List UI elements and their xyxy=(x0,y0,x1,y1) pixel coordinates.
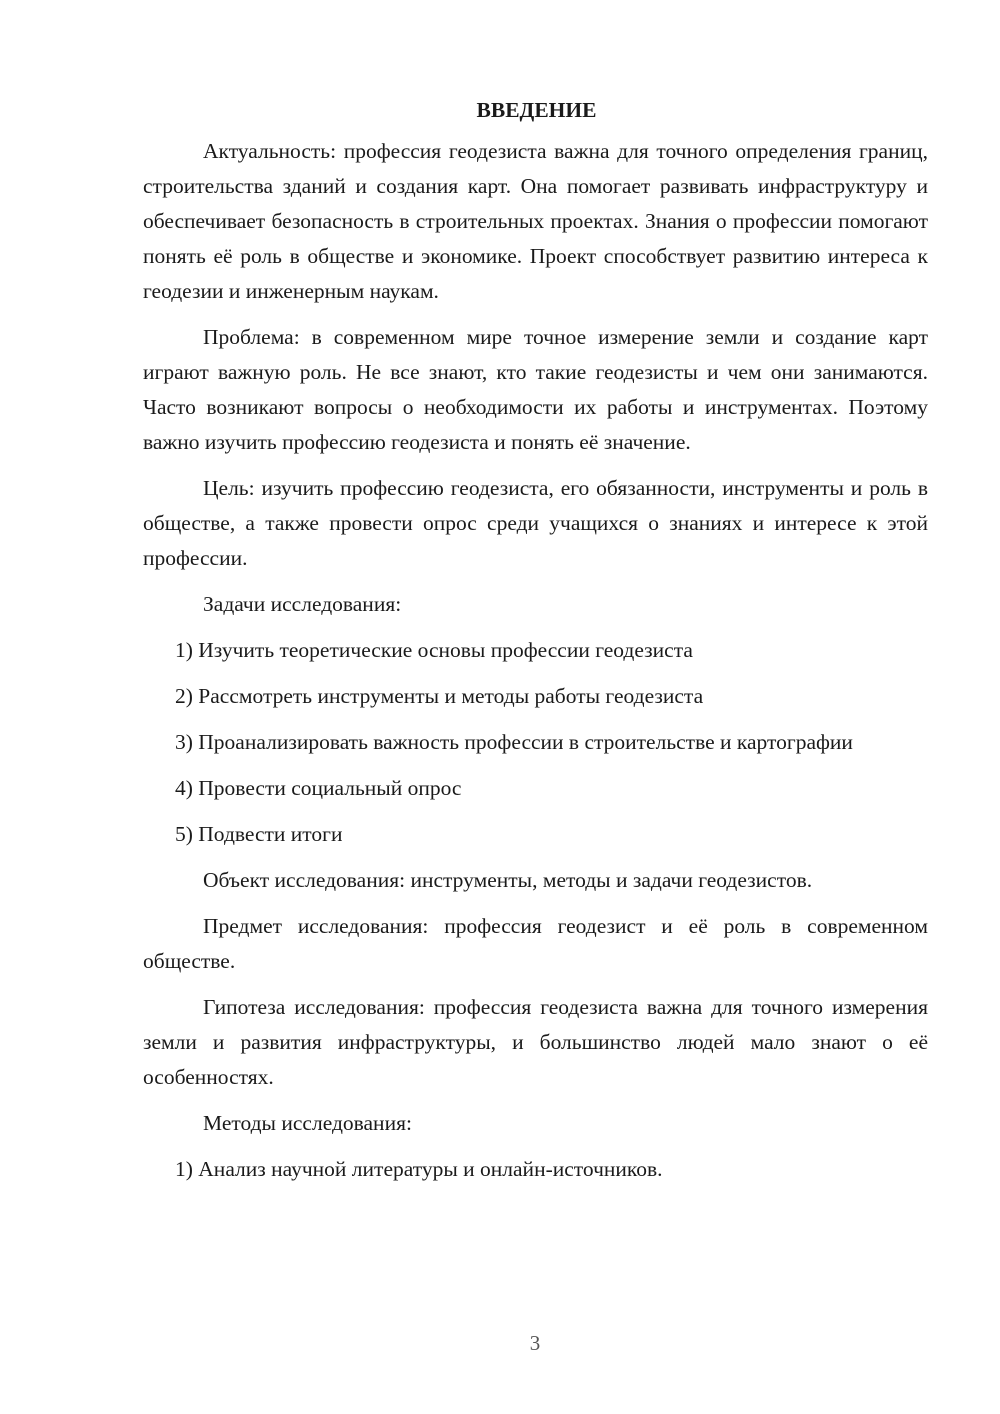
task-item-3: 3) Проанализировать важность профессии в строительстве и картографии xyxy=(175,730,853,754)
section-title: ВВЕДЕНИЕ xyxy=(476,98,597,122)
tasks-heading: Задачи исследования: xyxy=(203,592,402,616)
relevance-paragraph: Актуальность: профессия геодезиста важна для точного определения границ, строительства зданий и создания карт. Она помогает развивать инфраструктуру и обеспечивает безопасность в строительных проектах. Знания о профессии помогают понять её роль в обществе и экономике. Проект способствует развитию интереса к геодезии и инженерным наукам. xyxy=(143,139,928,303)
task-item-4: 4) Провести социальный опрос xyxy=(175,776,462,800)
task-item-1: 1) Изучить теоретические основы профессии геодезиста xyxy=(175,638,693,662)
page-number: 3 xyxy=(529,1331,541,1355)
goal-paragraph: Цель: изучить профессию геодезиста, его обязанности, инструменты и роль в обществе, а также провести опрос среди учащихся о знаниях и интересе к этой профессии. xyxy=(143,476,928,570)
method-item-1: 1) Анализ научной литературы и онлайн-источников. xyxy=(175,1157,663,1181)
page-content xyxy=(143,93,928,1198)
methods-heading: Методы исследования: xyxy=(203,1111,412,1135)
hypothesis-paragraph: Гипотеза исследования: профессия геодезиста важна для точного измерения земли и развития инфраструктуры, и большинство людей мало знают о её особенностях. xyxy=(143,995,928,1089)
task-item-2: 2) Рассмотреть инструменты и методы работы геодезиста xyxy=(175,684,704,708)
problem-paragraph: Проблема: в современном мире точное измерение земли и создание карт играют важную роль. Не все знают, кто такие геодезисты и чем они занимаются. Часто возникают вопросы о необходимости их работы и инструментах. Поэтому важно изучить профессию геодезиста и понять её значение. xyxy=(143,325,928,454)
task-item-5: 5) Подвести итоги xyxy=(175,822,343,846)
subject-paragraph: Предмет исследования: профессия геодезист и её роль в современном обществе. xyxy=(143,914,928,973)
object-paragraph: Объект исследования: инструменты, методы и задачи геодезистов. xyxy=(203,868,813,892)
